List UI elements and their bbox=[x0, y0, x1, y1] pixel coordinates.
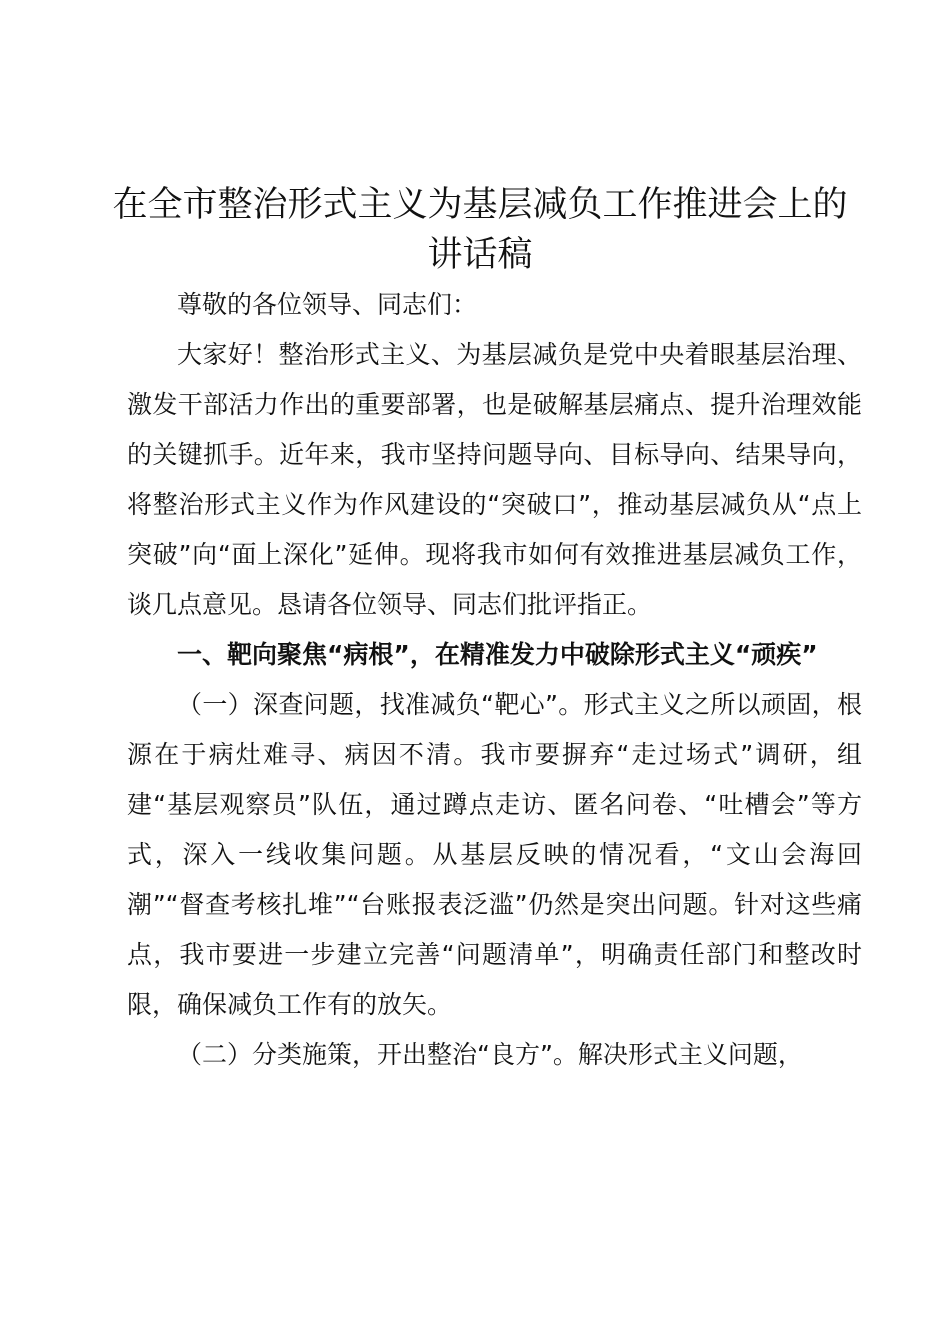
section-heading-1: 一、靶向聚焦“病根”，在精准发力中破除形式主义“顽疾” bbox=[177, 640, 818, 669]
document-title: 在全市整治形式主义为基层减负工作推进会上的讲话稿 bbox=[112, 185, 848, 275]
opening-paragraph: 大家好！整治形式主义、为基层减负是党中央着眼基层治理、激发干部活力作出的重要部署，也是破解基层痛点、提升治理效能的关键抓手。近年来，我市坚持问题导向、目标导向、结果导向，将整治形式主义作为作风建设的“突破口”，推动基层减负从“点上突破”向“面上深化”延伸。现将我市如何有效推进基层减负工作，谈几点意见。恳请各位领导、同志们批评指正。 bbox=[127, 340, 862, 619]
document-body bbox=[127, 280, 862, 1080]
subsection-paragraph-2: （二）分类施策，开出整治“良方”。解决形式主义问题， bbox=[177, 1040, 803, 1069]
subsection-paragraph-1: （一）深查问题，找准减负“靶心”。形式主义之所以顽固，根源在于病灶难寻、病因不清。我市要摒弃“走过场式”调研，组建“基层观察员”队伍，通过蹲点走访、匿名问卷、“吐槽会”等方式，深入一线收集问题。从基层反映的情况看，“文山会海回潮”“督查考核扎堆”“台账报表泛滥”仍然是突出问题。针对这些痛点，我市要进一步建立完善“问题清单”，明确责任部门和整改时限，确保减负工作有的放矢。 bbox=[127, 690, 862, 1019]
salutation: 尊敬的各位领导、同志们： bbox=[177, 290, 478, 319]
